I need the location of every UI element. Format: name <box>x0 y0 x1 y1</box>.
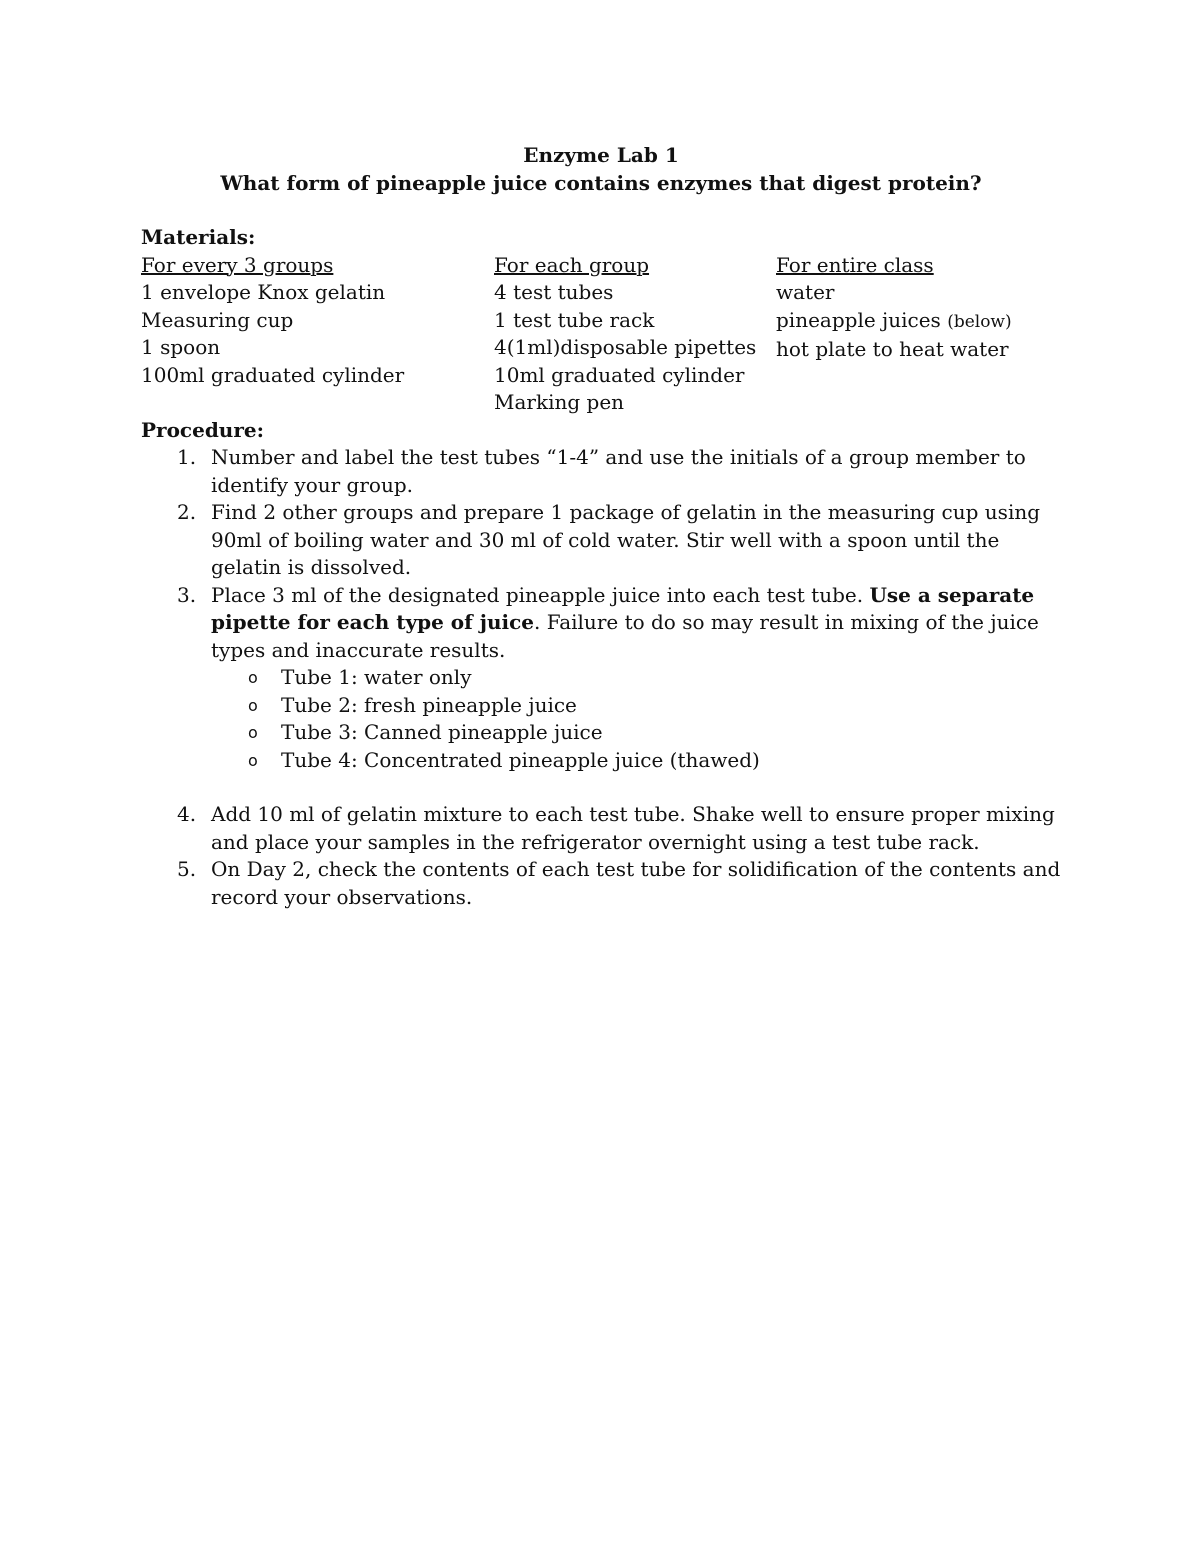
step-text: Number and label the test tubes “1-4” and use the initials of a group member to identify your group. <box>211 445 1026 497</box>
materials-section <box>141 224 1061 414</box>
tube-item <box>141 719 1061 747</box>
document-title: Enzyme Lab 1 <box>523 143 679 167</box>
procedure-step <box>141 499 1061 582</box>
tube-item-text: Tube 2: fresh pineapple juice <box>281 692 577 717</box>
step-number: 2. <box>177 500 197 524</box>
step-number: 1. <box>177 445 197 469</box>
material-item: hot plate to heat water <box>776 337 1009 361</box>
bullet-icon: o <box>248 750 258 770</box>
material-item-text: pineapple juices <box>776 307 941 332</box>
step-text: On Day 2, check the contents of each test tube for solidification of the contents and record your observations. <box>211 857 1061 909</box>
bullet-icon: o <box>248 668 258 687</box>
material-item: water <box>776 280 835 304</box>
materials-heading: Materials: <box>141 225 256 249</box>
material-item: 1 test tube rack <box>494 307 655 332</box>
step-text-after: . Failure to do so may result in mixing of the juice types and inaccurate results. <box>211 610 1039 662</box>
column-header: For each group <box>494 252 650 277</box>
procedure-step <box>141 856 1061 911</box>
procedure-section <box>141 417 1061 912</box>
material-item: 1 envelope Knox gelatin <box>141 280 386 304</box>
document-subtitle: What form of pineapple juice contains enzymes that digest protein? <box>220 170 982 195</box>
tube-item <box>141 664 1061 692</box>
material-item: 4(1ml)disposable pipettes <box>494 335 757 359</box>
material-item <box>776 307 1012 337</box>
tube-item <box>141 747 1061 775</box>
column-header: For entire class <box>776 252 934 277</box>
material-item: 4 test tubes <box>494 280 614 304</box>
procedure-step <box>141 801 1061 856</box>
material-item: 100ml graduated cylinder <box>141 362 405 387</box>
bullet-icon: o <box>248 695 258 715</box>
step-text-before: Place 3 ml of the designated pineapple juice into each test tube. <box>211 582 870 607</box>
spacer <box>211 774 1061 801</box>
tube-item-text: Tube 1: water only <box>281 665 472 689</box>
materials-column-each-group <box>494 252 756 417</box>
bullet-icon: o <box>248 723 258 742</box>
material-item: Marking pen <box>494 390 625 414</box>
materials-column-entire-class <box>776 252 1012 364</box>
material-item: 1 spoon <box>141 335 221 359</box>
procedure-heading: Procedure: <box>141 417 264 442</box>
title-block <box>141 142 1061 197</box>
step-text-emphasis: Use a separate pipette for each type of juice <box>211 582 1035 634</box>
tube-item-text: Tube 3: Canned pineapple juice <box>281 720 603 744</box>
step-number: 5. <box>177 857 197 881</box>
tube-item <box>141 692 1061 720</box>
material-note: (below) <box>947 311 1012 332</box>
step-text: Add 10 ml of gelatin mixture to each test tube. Shake well to ensure proper mixing and place your samples in the refrigerator overnight using a test tube rack. <box>211 802 1055 854</box>
material-item: Measuring cup <box>141 307 294 332</box>
column-header: For every 3 groups <box>141 252 334 277</box>
materials-column-every-3-groups <box>141 252 404 390</box>
step-text: Find 2 other groups and prepare 1 package of gelatin in the measuring cup using 90ml of boiling water and 30 ml of cold water. Stir well with a spoon until the gelatin is dissolved. <box>211 500 1041 579</box>
procedure-step <box>141 582 1061 802</box>
document-page <box>141 142 1061 911</box>
procedure-step <box>141 444 1061 499</box>
material-item: 10ml graduated cylinder <box>494 362 745 387</box>
tube-item-text: Tube 4: Concentrated pineapple juice (thawed) <box>281 747 760 772</box>
step-number: 3. <box>177 582 197 607</box>
procedure-steps <box>141 444 1061 911</box>
tube-list <box>141 664 1061 774</box>
materials-columns <box>141 252 1061 414</box>
step-number: 4. <box>177 802 197 826</box>
